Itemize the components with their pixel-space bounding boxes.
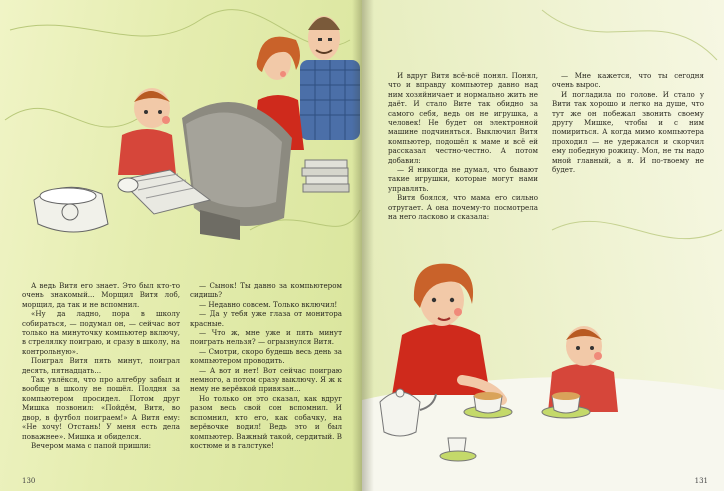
stack-of-books (302, 160, 349, 192)
paragraph: — Сынок! Ты давно за компьютером сидишь? (190, 281, 342, 300)
paragraph: — Я никогда не думал, что бывают такие игрушки, которые могут нами управлять. (388, 165, 538, 193)
right-page-column-1 (388, 71, 538, 222)
left-page-column-1 (22, 281, 180, 450)
mother-figure (392, 264, 502, 400)
paragraph: И вдруг Витя всё-всё понял. Понял, что и вправду компьютер давно над ним хозяйничает и нормально жить не даёт. И стало Вите так обидно за самого себя, ведь он не игрушка, а человек! Не будет он электронной машине подчиняться. Выключил Витя компьютер, подошёл к маме и всё ей рассказал честно-честно. А потом добавил: (388, 71, 538, 165)
paragraph: — А вот и нет! Вот сейчас поиграю немного, а потом сразу выключу. Я ж к нему не верёвкой привязан... (190, 365, 342, 394)
paragraph: — Мне кажется, что ты сегодня очень вырос. (552, 71, 704, 90)
right-page (362, 0, 724, 491)
page-number: 131 (694, 477, 708, 485)
telephone (34, 187, 108, 232)
computer-monitor (182, 102, 292, 240)
paragraph: Поиграл Витя пять минут, поиграл десять, пятнадцать... (22, 356, 180, 375)
paragraph: — Что ж, мне уже и пять минут поиграть нельзя? — огрызнулся Витя. (190, 328, 342, 347)
family-computer-illustration (0, 0, 362, 275)
paragraph: И погладила по голове. И стало у Вити так хорошо и легко на душе, что тут же он побежал звонить своему другу Мишке, чтобы и с ним помириться. А когда мимо компьютера проходил — не удержался и скорчил ему победную рожицу. Мол, не ты надо мной главный, а я. И по-твоему не будет. (552, 89, 704, 175)
right-page-column-2 (552, 71, 704, 174)
boy-figure (118, 88, 176, 175)
computer-mouse (118, 178, 138, 192)
paragraph: Так увлёкся, что про алгебру забыл и вообще в школу не пошёл. Полдня за компьютером просидел. Потом друг Мишка позвонил: «Пойдём, Витя, во двор, в футбол поиграем!» А Витя ему: «Не хочу! Отстань! У меня есть дела поважнее». Мишка и обиделся. (22, 375, 180, 441)
paragraph: — Смотри, скоро будешь весь день за компьютером проводить. (190, 346, 342, 366)
paragraph: Но только он это сказал, как вдруг разом весь свой сон вспомнил. И вспомнил, кто его, как собачку, на верёвочке водил! Ведь это и был компьютер. Важный такой, сердитый. В костюме и в галстуке! (190, 393, 342, 450)
saucer (440, 451, 476, 461)
left-page-column-2 (190, 281, 342, 450)
father-figure (300, 16, 360, 140)
paragraph: — Недавно совсем. Только включил! (199, 299, 338, 309)
page-number: 130 (22, 477, 36, 485)
paragraph: Вечером мама с папой пришли: (31, 440, 152, 450)
paragraph: — Да у тебя уже глаза от монитора красные. (190, 309, 342, 328)
paragraph: Витя боялся, что мама его сильно отругает. А она почему-то посмотрела на него ласково и сказала: (388, 193, 538, 222)
book-gutter (352, 0, 374, 491)
paragraph: А ведь Витя его знает. Это был кто-то очень знакомый... Морщил Витя лоб, морщил, да так и не вспомнил. (22, 281, 180, 309)
paragraph: «Ну да ладно, пора в школу собираться, — подумал он, — сейчас вот только на минуточку компьютер включу, в стрелялку поиграю, и сразу в школу, на контрольную». (22, 309, 180, 356)
